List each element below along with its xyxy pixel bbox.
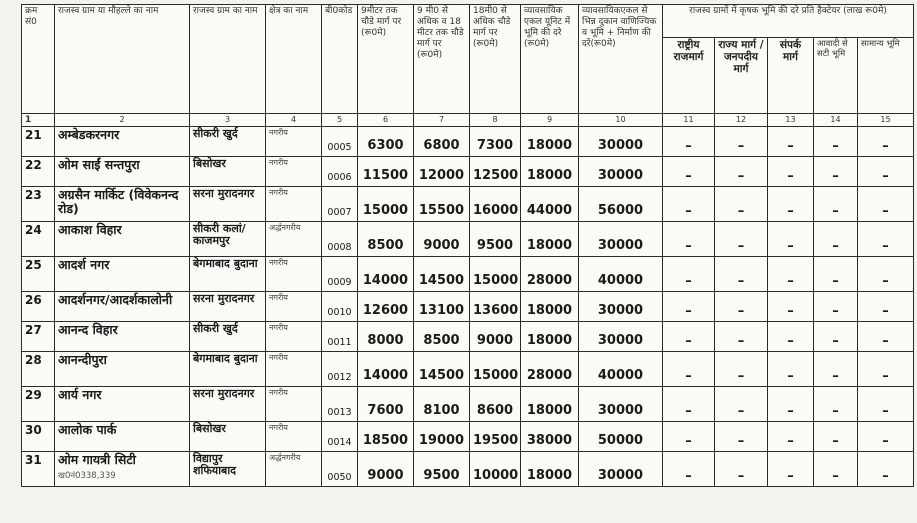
area-cell: नगरीय: [266, 322, 322, 352]
agri-rate-dash: –: [663, 187, 715, 222]
rate-9-18m-cell: 15500: [414, 187, 470, 222]
serial-cell: 25: [22, 257, 55, 292]
code-cell: 0013: [322, 387, 358, 422]
commercial-single-cell: 18000: [521, 292, 579, 322]
code-cell: 0010: [322, 292, 358, 322]
agri-rate-dash: –: [663, 352, 715, 387]
agri-rate-dash: –: [858, 422, 914, 452]
code-cell: 0006: [322, 157, 358, 187]
code-cell: 0007: [322, 187, 358, 222]
agri-rate-dash: –: [858, 352, 914, 387]
rate-9m-cell: 7600: [358, 387, 414, 422]
rate-18m-cell: 7300: [470, 127, 521, 157]
circle-rate-table: [21, 4, 914, 487]
header-commercial-other: व्यावसायिकएकल से भिन्न दुकान वाणिज्यिक व भूमि + निर्माण की दरें(रू0मे): [579, 5, 663, 114]
agri-rate-dash: –: [858, 222, 914, 257]
commercial-single-cell: 38000: [521, 422, 579, 452]
colnum: 1: [22, 114, 55, 127]
header-rate-9m: 9मीटर तक चौडे मार्ग पर (रू0मे): [358, 5, 414, 114]
agri-rate-dash: –: [768, 292, 814, 322]
agri-rate-dash: –: [715, 452, 768, 487]
serial-cell: 31: [22, 452, 55, 487]
colnum: 13: [768, 114, 814, 127]
agri-rate-dash: –: [768, 222, 814, 257]
village-cell: सरना मुरादनगर: [190, 187, 266, 222]
agri-rate-dash: –: [768, 452, 814, 487]
commercial-other-cell: 30000: [579, 387, 663, 422]
header-adjacent-land: आवादी से सटी भूमि: [814, 38, 858, 114]
agri-rate-dash: –: [858, 322, 914, 352]
table-row: [22, 257, 914, 292]
agri-rate-dash: –: [858, 157, 914, 187]
rate-9-18m-cell: 9500: [414, 452, 470, 487]
village-cell: बेगमाबाद बुदाना: [190, 257, 266, 292]
locality-name: अग्रसैन मार्किट (विवेकनन्द रोड): [58, 187, 179, 216]
colnum: 2: [55, 114, 190, 127]
header-general-land: सामान्य भूमि: [858, 38, 914, 114]
table-row: [22, 292, 914, 322]
agri-rate-dash: –: [814, 157, 858, 187]
locality-cell: [55, 187, 190, 222]
area-cell: अर्द्धनगरीय: [266, 222, 322, 257]
table-row: [22, 127, 914, 157]
agri-rate-dash: –: [814, 257, 858, 292]
commercial-other-cell: 30000: [579, 222, 663, 257]
table-row: [22, 352, 914, 387]
rate-9-18m-cell: 14500: [414, 257, 470, 292]
agri-rate-dash: –: [814, 387, 858, 422]
colnum: 10: [579, 114, 663, 127]
agri-rate-dash: –: [768, 322, 814, 352]
header-code: बी0कोड: [322, 5, 358, 114]
locality-name: आदर्श नगर: [58, 257, 110, 272]
header-locality: राजस्व ग्राम या मौहल्ले का नाम: [55, 5, 190, 114]
locality-name: आकाश विहार: [58, 222, 122, 237]
rate-9m-cell: 12600: [358, 292, 414, 322]
village-cell: सीकरी खुर्द: [190, 127, 266, 157]
header-national-highway: राष्ट्रीय राजमार्ग: [663, 38, 715, 114]
area-cell: नगरीय: [266, 187, 322, 222]
locality-cell: [55, 222, 190, 257]
header-rate-18m: 18मी0 से अधिक चौडे मार्ग पर (रू0मे): [470, 5, 521, 114]
locality-cell: [55, 422, 190, 452]
agri-rate-dash: –: [858, 387, 914, 422]
code-cell: 0009: [322, 257, 358, 292]
serial-cell: 28: [22, 352, 55, 387]
commercial-single-cell: 18000: [521, 322, 579, 352]
rate-9-18m-cell: 14500: [414, 352, 470, 387]
agri-rate-dash: –: [858, 187, 914, 222]
rate-9m-cell: 14000: [358, 352, 414, 387]
table-row: [22, 322, 914, 352]
area-cell: नगरीय: [266, 387, 322, 422]
agri-rate-dash: –: [814, 322, 858, 352]
code-cell: 0012: [322, 352, 358, 387]
table-row: [22, 157, 914, 187]
area-cell: नगरीय: [266, 157, 322, 187]
area-cell: नगरीय: [266, 127, 322, 157]
header-area: क्षेत्र का नाम: [266, 5, 322, 114]
code-cell: 0011: [322, 322, 358, 352]
agri-rate-dash: –: [663, 387, 715, 422]
commercial-single-cell: 18000: [521, 127, 579, 157]
rate-9m-cell: 11500: [358, 157, 414, 187]
agri-rate-dash: –: [814, 292, 858, 322]
agri-rate-dash: –: [814, 222, 858, 257]
colnum: 6: [358, 114, 414, 127]
table-row: [22, 387, 914, 422]
rate-9-18m-cell: 6800: [414, 127, 470, 157]
commercial-single-cell: 18000: [521, 222, 579, 257]
agri-rate-dash: –: [715, 387, 768, 422]
village-cell: सरना मुरादनगर: [190, 387, 266, 422]
locality-cell: [55, 127, 190, 157]
agri-rate-dash: –: [768, 127, 814, 157]
agri-rate-dash: –: [663, 422, 715, 452]
code-cell: 0014: [322, 422, 358, 452]
locality-cell: [55, 322, 190, 352]
commercial-other-cell: 56000: [579, 187, 663, 222]
rate-18m-cell: 12500: [470, 157, 521, 187]
table-row: [22, 187, 914, 222]
agri-rate-dash: –: [814, 352, 858, 387]
colnum: 15: [858, 114, 914, 127]
header-state-road: राज्य मार्ग /जनपदीय मार्ग: [715, 38, 768, 114]
agri-rate-dash: –: [858, 257, 914, 292]
agri-rate-dash: –: [663, 157, 715, 187]
rate-9-18m-cell: 12000: [414, 157, 470, 187]
locality-name: आनन्दीपुरा: [58, 352, 107, 367]
code-cell: 0005: [322, 127, 358, 157]
agri-rate-dash: –: [814, 422, 858, 452]
locality-cell: [55, 452, 190, 487]
locality-name: ओम साईं सन्तपुरा: [58, 157, 140, 172]
locality-cell: [55, 387, 190, 422]
locality-cell: [55, 257, 190, 292]
village-cell: विद्यापुर शफियाबाद: [190, 452, 266, 487]
locality-name: आनन्द विहार: [58, 322, 118, 337]
locality-cell: [55, 157, 190, 187]
agri-rate-dash: –: [814, 452, 858, 487]
colnum: 14: [814, 114, 858, 127]
area-cell: नगरीय: [266, 352, 322, 387]
colnum: 3: [190, 114, 266, 127]
area-cell: नगरीय: [266, 292, 322, 322]
rate-9m-cell: 8000: [358, 322, 414, 352]
header-row: [22, 5, 914, 38]
area-cell: अर्द्धनगरीय: [266, 452, 322, 487]
rate-9-18m-cell: 19000: [414, 422, 470, 452]
agri-rate-dash: –: [768, 257, 814, 292]
agri-rate-dash: –: [715, 127, 768, 157]
colnum: 5: [322, 114, 358, 127]
rate-18m-cell: 9500: [470, 222, 521, 257]
agri-rate-dash: –: [715, 187, 768, 222]
commercial-other-cell: 30000: [579, 322, 663, 352]
agri-rate-dash: –: [715, 292, 768, 322]
commercial-single-cell: 28000: [521, 352, 579, 387]
serial-cell: 24: [22, 222, 55, 257]
locality-name: आलोक पार्क: [58, 422, 117, 437]
header-agri-group: राजस्व ग्रामों में कृषक भूमि की दरे प्रति हैक्टेयर (लाख रू0मे): [663, 5, 914, 38]
rate-18m-cell: 13600: [470, 292, 521, 322]
code-cell: 0050: [322, 452, 358, 487]
commercial-other-cell: 30000: [579, 292, 663, 322]
agri-rate-dash: –: [768, 157, 814, 187]
agri-rate-dash: –: [715, 422, 768, 452]
rate-9m-cell: 6300: [358, 127, 414, 157]
agri-rate-dash: –: [768, 187, 814, 222]
agri-rate-dash: –: [663, 452, 715, 487]
commercial-other-cell: 30000: [579, 452, 663, 487]
agri-rate-dash: –: [768, 352, 814, 387]
area-cell: नगरीय: [266, 422, 322, 452]
agri-rate-dash: –: [715, 222, 768, 257]
commercial-other-cell: 50000: [579, 422, 663, 452]
area-cell: नगरीय: [266, 257, 322, 292]
header-serial: क्रम सं0: [22, 5, 55, 114]
agri-rate-dash: –: [715, 257, 768, 292]
rate-9m-cell: 15000: [358, 187, 414, 222]
village-cell: सीकरी कलां/ काजमपुर: [190, 222, 266, 257]
rate-18m-cell: 15000: [470, 352, 521, 387]
serial-cell: 30: [22, 422, 55, 452]
village-cell: बिसोखर: [190, 422, 266, 452]
header-rate-9-18m: 9 मी0 से अधिक व 18 मीटर तक चौडे मार्ग पर (रू0मे): [414, 5, 470, 114]
colnum: 12: [715, 114, 768, 127]
agri-rate-dash: –: [663, 257, 715, 292]
commercial-other-cell: 30000: [579, 157, 663, 187]
table-row: [22, 422, 914, 452]
commercial-other-cell: 30000: [579, 127, 663, 157]
commercial-single-cell: 28000: [521, 257, 579, 292]
agri-rate-dash: –: [663, 292, 715, 322]
colnum: 4: [266, 114, 322, 127]
commercial-single-cell: 18000: [521, 452, 579, 487]
rate-18m-cell: 10000: [470, 452, 521, 487]
serial-cell: 21: [22, 127, 55, 157]
rate-18m-cell: 19500: [470, 422, 521, 452]
rate-18m-cell: 8600: [470, 387, 521, 422]
locality-name: अम्बेडकरनगर: [58, 127, 120, 142]
locality-cell: [55, 352, 190, 387]
agri-rate-dash: –: [715, 157, 768, 187]
colnum: 11: [663, 114, 715, 127]
code-cell: 0008: [322, 222, 358, 257]
rate-9m-cell: 18500: [358, 422, 414, 452]
agri-rate-dash: –: [768, 422, 814, 452]
agri-rate-dash: –: [715, 352, 768, 387]
commercial-single-cell: 44000: [521, 187, 579, 222]
serial-cell: 27: [22, 322, 55, 352]
header-village: राजस्व ग्राम का नाम: [190, 5, 266, 114]
serial-cell: 23: [22, 187, 55, 222]
rate-9m-cell: 9000: [358, 452, 414, 487]
agri-rate-dash: –: [663, 322, 715, 352]
commercial-single-cell: 18000: [521, 387, 579, 422]
header-commercial-single: व्यावसायिक एकल यूनिट में भूमि की दरे (रू0मे): [521, 5, 579, 114]
colnum: 9: [521, 114, 579, 127]
serial-cell: 29: [22, 387, 55, 422]
rate-18m-cell: 9000: [470, 322, 521, 352]
agri-rate-dash: –: [858, 127, 914, 157]
table-row: [22, 452, 914, 487]
colnum: 8: [470, 114, 521, 127]
village-cell: सीकरी खुर्द: [190, 322, 266, 352]
header-link-road: संपर्क मार्ग: [768, 38, 814, 114]
agri-rate-dash: –: [814, 187, 858, 222]
village-cell: बेगमाबाद बुदाना: [190, 352, 266, 387]
table-row: [22, 222, 914, 257]
serial-cell: 22: [22, 157, 55, 187]
commercial-other-cell: 40000: [579, 352, 663, 387]
column-number-row: [22, 114, 914, 127]
commercial-other-cell: 40000: [579, 257, 663, 292]
agri-rate-dash: –: [663, 222, 715, 257]
village-cell: बिसोखर: [190, 157, 266, 187]
khasra-number: ख0नं0338,339: [58, 471, 116, 481]
rate-18m-cell: 16000: [470, 187, 521, 222]
rate-9m-cell: 8500: [358, 222, 414, 257]
locality-name: आर्य नगर: [58, 387, 102, 402]
serial-cell: 26: [22, 292, 55, 322]
agri-rate-dash: –: [768, 387, 814, 422]
rate-9-18m-cell: 8100: [414, 387, 470, 422]
rate-9-18m-cell: 13100: [414, 292, 470, 322]
agri-rate-dash: –: [715, 322, 768, 352]
commercial-single-cell: 18000: [521, 157, 579, 187]
agri-rate-dash: –: [858, 452, 914, 487]
agri-rate-dash: –: [814, 127, 858, 157]
rate-9m-cell: 14000: [358, 257, 414, 292]
locality-name: ओम गायत्री सिटी: [58, 452, 136, 467]
colnum: 7: [414, 114, 470, 127]
rate-9-18m-cell: 8500: [414, 322, 470, 352]
rate-18m-cell: 15000: [470, 257, 521, 292]
agri-rate-dash: –: [663, 127, 715, 157]
agri-rate-dash: –: [858, 292, 914, 322]
locality-cell: [55, 292, 190, 322]
locality-name: आदर्शनगर/आदर्शकालोनी: [58, 292, 173, 307]
rate-9-18m-cell: 9000: [414, 222, 470, 257]
village-cell: सरना मुरादनगर: [190, 292, 266, 322]
table-body: [22, 127, 914, 487]
